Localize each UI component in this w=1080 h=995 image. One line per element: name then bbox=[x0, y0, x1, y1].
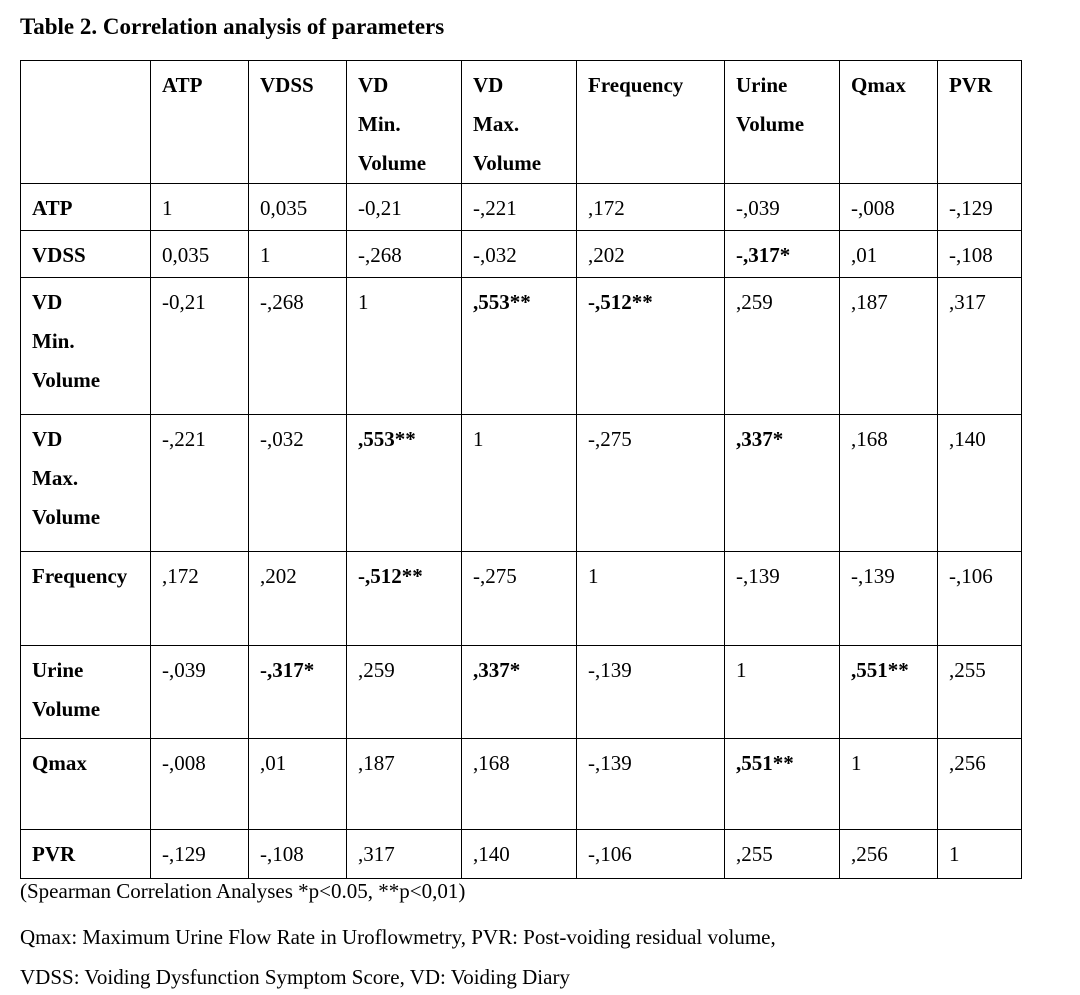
row-header: Urine Volume bbox=[21, 646, 151, 739]
table-cell: -,108 bbox=[938, 231, 1022, 278]
table-cell: -,129 bbox=[151, 830, 249, 879]
abbreviation-note: VDSS: Voiding Dysfunction Symptom Score, VD: Voiding Diary bbox=[20, 965, 570, 989]
abbreviation-note: Qmax: Maximum Urine Flow Rate in Uroflowmetry, PVR: Post-voiding residual volume, bbox=[20, 925, 776, 949]
row-header: PVR bbox=[21, 830, 151, 879]
correlation-table bbox=[20, 60, 1022, 879]
table-cell: 1 bbox=[938, 830, 1022, 879]
table-cell: ,140 bbox=[462, 830, 577, 879]
table-cell: -,221 bbox=[462, 184, 577, 231]
table-cell: -,139 bbox=[577, 739, 725, 830]
table-cell: -,221 bbox=[151, 415, 249, 552]
table-cell: ,259 bbox=[347, 646, 462, 739]
table-row bbox=[21, 278, 1022, 415]
table-cell: -,268 bbox=[249, 278, 347, 415]
table-row bbox=[21, 415, 1022, 552]
column-header: VD Max. Volume bbox=[462, 61, 577, 184]
table-cell: -0,21 bbox=[347, 184, 462, 231]
table-cell: -,108 bbox=[249, 830, 347, 879]
table-cell: ,202 bbox=[577, 231, 725, 278]
table-cell: -,317* bbox=[249, 646, 347, 739]
table-cell: ,01 bbox=[249, 739, 347, 830]
table-cell: 1 bbox=[577, 552, 725, 646]
table-cell: -,032 bbox=[249, 415, 347, 552]
table-cell: ,255 bbox=[725, 830, 840, 879]
table-cell: -0,21 bbox=[151, 278, 249, 415]
table-cell: ,140 bbox=[938, 415, 1022, 552]
table-cell: 1 bbox=[462, 415, 577, 552]
row-header: Qmax bbox=[21, 739, 151, 830]
table-cell: ,259 bbox=[725, 278, 840, 415]
table-cell: 0,035 bbox=[151, 231, 249, 278]
table-cell: ,256 bbox=[840, 830, 938, 879]
table-cell: ,172 bbox=[577, 184, 725, 231]
table-cell: 1 bbox=[725, 646, 840, 739]
significance-note: (Spearman Correlation Analyses *p<0.05, **p<0,01) bbox=[20, 879, 466, 903]
table-cell: ,168 bbox=[462, 739, 577, 830]
table-cell: -,008 bbox=[840, 184, 938, 231]
table-cell: -,139 bbox=[725, 552, 840, 646]
table-cell: ,317 bbox=[938, 278, 1022, 415]
table-cell: -,275 bbox=[577, 415, 725, 552]
table-row bbox=[21, 184, 1022, 231]
table-cell: -,106 bbox=[938, 552, 1022, 646]
table-cell: ,551** bbox=[725, 739, 840, 830]
table-cell: -,039 bbox=[151, 646, 249, 739]
corner-cell bbox=[21, 61, 151, 184]
table-cell: ,202 bbox=[249, 552, 347, 646]
table-cell: -,106 bbox=[577, 830, 725, 879]
column-header: Qmax bbox=[840, 61, 938, 184]
table-cell: -,039 bbox=[725, 184, 840, 231]
table-cell: 1 bbox=[840, 739, 938, 830]
header-row bbox=[21, 61, 1022, 184]
table-title: Table 2. Correlation analysis of parameters bbox=[20, 14, 445, 39]
table-row bbox=[21, 231, 1022, 278]
table-cell: -,129 bbox=[938, 184, 1022, 231]
table-cell: ,187 bbox=[840, 278, 938, 415]
table-cell: ,317 bbox=[347, 830, 462, 879]
table-cell: -,275 bbox=[462, 552, 577, 646]
table-cell: -,139 bbox=[577, 646, 725, 739]
row-header: Frequency bbox=[21, 552, 151, 646]
table-cell: ,168 bbox=[840, 415, 938, 552]
column-header: VDSS bbox=[249, 61, 347, 184]
table-cell: 1 bbox=[151, 184, 249, 231]
column-header: Frequency bbox=[577, 61, 725, 184]
column-header: ATP bbox=[151, 61, 249, 184]
table-cell: ,187 bbox=[347, 739, 462, 830]
table-cell: -,512** bbox=[347, 552, 462, 646]
table-cell: 0,035 bbox=[249, 184, 347, 231]
row-header: ATP bbox=[21, 184, 151, 231]
table-row bbox=[21, 552, 1022, 646]
table-cell: 1 bbox=[347, 278, 462, 415]
row-header: VD Max. Volume bbox=[21, 415, 151, 552]
table-cell: -,008 bbox=[151, 739, 249, 830]
table-cell: ,553** bbox=[462, 278, 577, 415]
table-cell: -,268 bbox=[347, 231, 462, 278]
table-cell: ,553** bbox=[347, 415, 462, 552]
row-header: VD Min. Volume bbox=[21, 278, 151, 415]
table-cell: -,139 bbox=[840, 552, 938, 646]
table-cell: -,512** bbox=[577, 278, 725, 415]
table-row bbox=[21, 646, 1022, 739]
table-cell: -,317* bbox=[725, 231, 840, 278]
table-cell: 1 bbox=[249, 231, 347, 278]
column-header: Urine Volume bbox=[725, 61, 840, 184]
column-header: VD Min. Volume bbox=[347, 61, 462, 184]
table-cell: ,01 bbox=[840, 231, 938, 278]
table-cell: ,256 bbox=[938, 739, 1022, 830]
column-header: PVR bbox=[938, 61, 1022, 184]
table-cell: -,032 bbox=[462, 231, 577, 278]
row-header: VDSS bbox=[21, 231, 151, 278]
table-cell: ,337* bbox=[462, 646, 577, 739]
table-cell: ,337* bbox=[725, 415, 840, 552]
table-cell: ,255 bbox=[938, 646, 1022, 739]
table-cell: ,551** bbox=[840, 646, 938, 739]
table-row bbox=[21, 739, 1022, 830]
table-row bbox=[21, 830, 1022, 879]
table-cell: ,172 bbox=[151, 552, 249, 646]
